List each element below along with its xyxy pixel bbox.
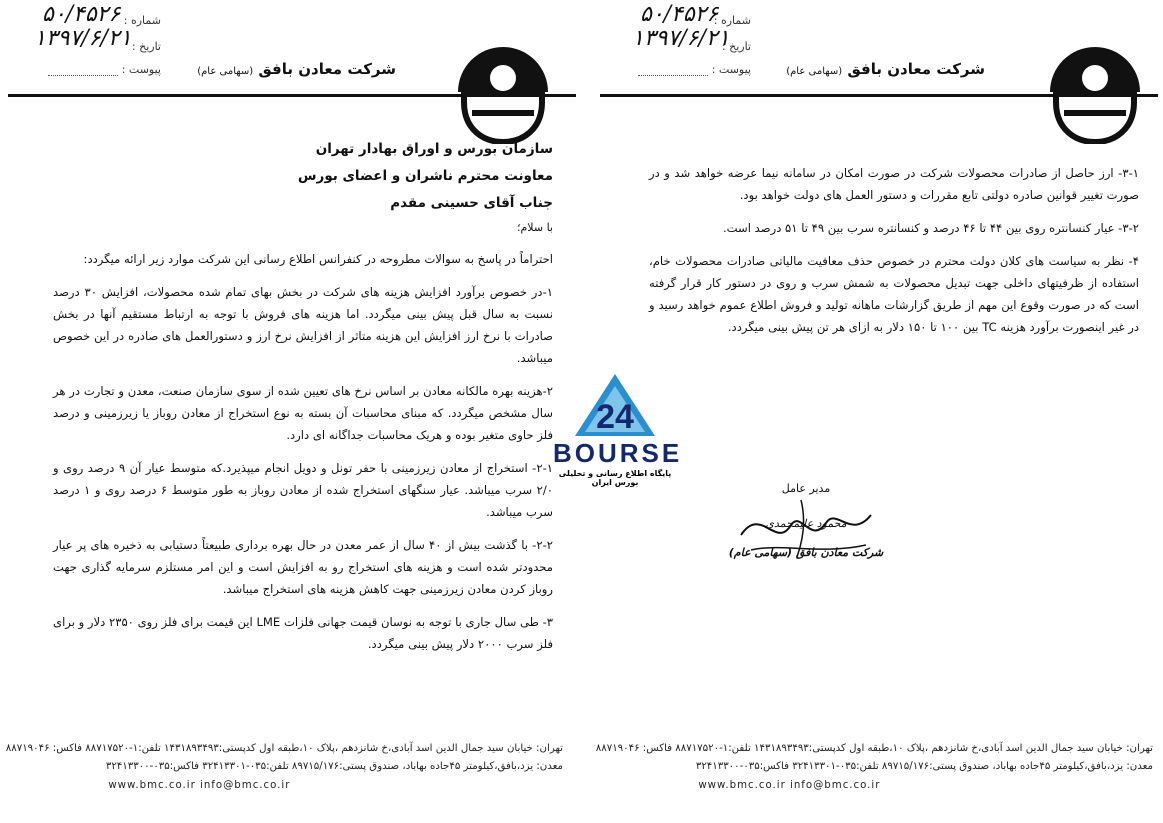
bourse24-tagline: پایگاه اطلاع رسانی و تحلیلی بورس ایران: [558, 469, 672, 487]
signature-block: [726, 482, 886, 559]
attachment-label: پیوست :: [121, 63, 161, 76]
bourse24-digits: 24: [596, 398, 634, 436]
date-label: تاریخ :: [131, 40, 161, 53]
date-field: [132, 40, 161, 53]
attachment-dots-2: [638, 65, 708, 76]
recipient-org: سازمان بورس و اوراق بهادار تهران: [315, 141, 553, 157]
attachment-field-2: [638, 63, 751, 76]
letter-date: ۱۳۹۷/۶/۲۱: [34, 26, 132, 51]
company-type: (سهامی عام): [197, 66, 254, 77]
footer: [6, 740, 563, 795]
greeting: با سلام؛: [517, 221, 553, 234]
footer-mine-address-2: معدن: یزد،بافق،کیلومتر ۴۵جاده بهاباد، صندوق پستی:۸۹۷۱۵/۱۷۶ تلفن:۰۳۵-۳۲۴۱۳۳۰۱ فاکس:۰۳۵-۳۲۴۱۳۳۰۰: [695, 761, 1153, 772]
paragraph-2-1: ۲-۱- استخراج از معادن زیرزمینی با حفر تونل و دویل انجام میپذیرد.که متوسط عیار آن ۹ درصد روی و ۲/۰ سرب میباشد. عیار سنگهای استخراج شده از معادن روباز به طور متوسط ۶ درصد روی و ۱ درصد سرب میباشد.: [53, 461, 553, 519]
paragraph-3-2: ۳-۲- عیار کنسانتره روی بین ۴۴ تا ۴۶ درصد و کنسانتره سرب بین ۴۹ تا ۵۱ درصد است.: [722, 221, 1139, 235]
company-name-text: شرکت معادن بافق: [258, 60, 396, 78]
bourse24-watermark: [553, 372, 683, 487]
company-logo-icon: [452, 42, 554, 144]
footer-mine-address: معدن: یزد،بافق،کیلومتر ۴۵جاده بهاباد، صندوق پستی:۸۹۷۱۵/۱۷۶ تلفن:۰۳۵-۳۲۴۱۳۳۰۱ فاکس:۰۳۵-۳۲۴۱۳۳۰۰: [105, 761, 563, 772]
company-name: [197, 60, 396, 78]
company-type-2: (سهامی عام): [786, 66, 843, 77]
letter-number-2: ۵۰/۴۵۲۶: [640, 2, 719, 27]
company-stamp: شرکت معادن بافق (سهامی عام): [728, 546, 884, 559]
paragraph-4: ۴- نظر به سیاست های کلان دولت محترم در خصوص حذف معافیت مالیاتی صادرات محصولات خام، استفاده از ظرفیتهای داخلی جهت تبدیل محصولات به شمش سرب و روی در دستور کار قرار گرفته است که در صورت وقوع این مهم از طریق گزارشات ماهانه تولید و فروش اطلاع عموم خواهد رسید و در غیر اینصورت برآورد هزینه TC بین ۱۰۰ تا ۱۵۰ دلار به ازای هر تن پیش بینی میگردد.: [649, 254, 1139, 334]
letter-body-2: [649, 162, 1139, 349]
paragraph-2-2: ۲-۲- با گذشت بیش از ۴۰ سال از عمر معدن در حال بهره برداری طبیعتاً دستیابی به ذخیره های پر عیار محدودتر شده است و هزینه های استخراج رو به افزایش است و این امر مستلزم سرمایه گذاری جهت روباز کردن معادن زیرزمینی جهت کاهش هزینه های استخراج میباشد.: [53, 538, 554, 596]
recipient-person: جناب آقای حسینی مقدم: [390, 195, 553, 211]
company-name-2: [786, 60, 985, 78]
attachment-label-2: پیوست :: [711, 63, 751, 76]
company-logo-icon-2: [1044, 42, 1146, 144]
recipient-dept: معاونت محترم ناشران و اعضای بورس: [297, 168, 553, 184]
footer-tehran-address: تهران: خیابان سید جمال الدین اسد آبادی،خ شانزدهم ،پلاک ۱۰،طبقه اول کدپستی:۱۴۳۱۸۹۳۴۹۳ تلفن:۱-۸۸۷۱۷۵۲۰ فاکس: ۸۸۷۱۹۰۴۶: [5, 743, 563, 754]
letter-number: ۵۰/۴۵۲۶: [42, 2, 121, 27]
date-label-2: تاریخ :: [721, 40, 751, 53]
signer-title: مدیر عامل: [781, 482, 831, 495]
letter-date-2: ۱۳۹۷/۶/۲۱: [632, 26, 730, 51]
paragraph-2: ۲-هزینه بهره مالکانه معادن بر اساس نرخ های تعیین شده از سوی سازمان صنعت، معدن و تجارت در هر سال مشخص میگردد. که مبنای محاسبات آن بسته به نوع استخراج از معادن روباز یا زیرزمینی و درصد فلز حاوی متغیر بوده و هریک محاسبات جداگانه ای دارد.: [53, 384, 553, 442]
letter-page-2: [596, 0, 1163, 823]
number-label-2: شماره :: [713, 14, 751, 27]
intro-paragraph: احتراماً در پاسخ به سوالات مطروحه در کنفرانس اطلاع رسانی این شرکت موارد زیر ارائه میگردد:: [83, 252, 553, 266]
bourse24-logo-icon: [553, 372, 677, 438]
letter-page-1: [0, 0, 581, 823]
number-label: شماره :: [123, 14, 161, 27]
letter-body: [53, 136, 553, 666]
header-rule: [8, 94, 576, 97]
footer-web-2: www.bmc.co.ir info@bmc.co.ir: [698, 780, 881, 791]
attachment-field: [48, 63, 161, 76]
attachment-dots: [48, 65, 118, 76]
paragraph-3-1: ۳-۱- ارز حاصل از صادرات محصولات شرکت در صورت امکان در سامانه نیما عرضه خواهد شد و در صورت تغییر قوانین صادره دولتی تابع مقررات و دستور العمل های دولت خواهد بود.: [649, 166, 1139, 202]
company-name-text-2: شرکت معادن بافق: [847, 60, 985, 78]
paragraph-3: ۳- طی سال جاری با توجه به نوسان قیمت جهانی فلزات LME این قیمت برای فلز روی ۲۳۵۰ دلار و برای فلز سرب ۲۰۰۰ دلار پیش بینی میگردد.: [53, 615, 553, 651]
paragraph-1: ۱-در خصوص برآورد افزایش هزینه های شرکت در بخش بهای تمام شده محصولات، افزایش ۳۰ درصد نسبت به سال قبل پیش بینی میگردد. اما هزینه های فروش با توجه به ارتباط مستقیم آنها در بخش صادرات با نرخ ارز افزایش این هزینه متاثر از افزایش نرخ ارز و دستورالعمل های صادره در این خصوص میباشد.: [53, 285, 553, 365]
footer-2: [596, 740, 1153, 795]
header-rule-2: [600, 94, 1158, 97]
footer-tehran-address-2: تهران: خیابان سید جمال الدین اسد آبادی،خ شانزدهم ،پلاک ۱۰،طبقه اول کدپستی:۱۴۳۱۸۹۳۴۹۳ تلفن:۱-۸۸۷۱۷۵۲۰ فاکس: ۸۸۷۱۹۰۴۶: [595, 743, 1153, 754]
bourse24-brand: BOURSE: [553, 438, 683, 468]
signer-name: محمود علیمحمدی: [765, 517, 847, 530]
footer-web: www.bmc.co.ir info@bmc.co.ir: [108, 780, 291, 791]
